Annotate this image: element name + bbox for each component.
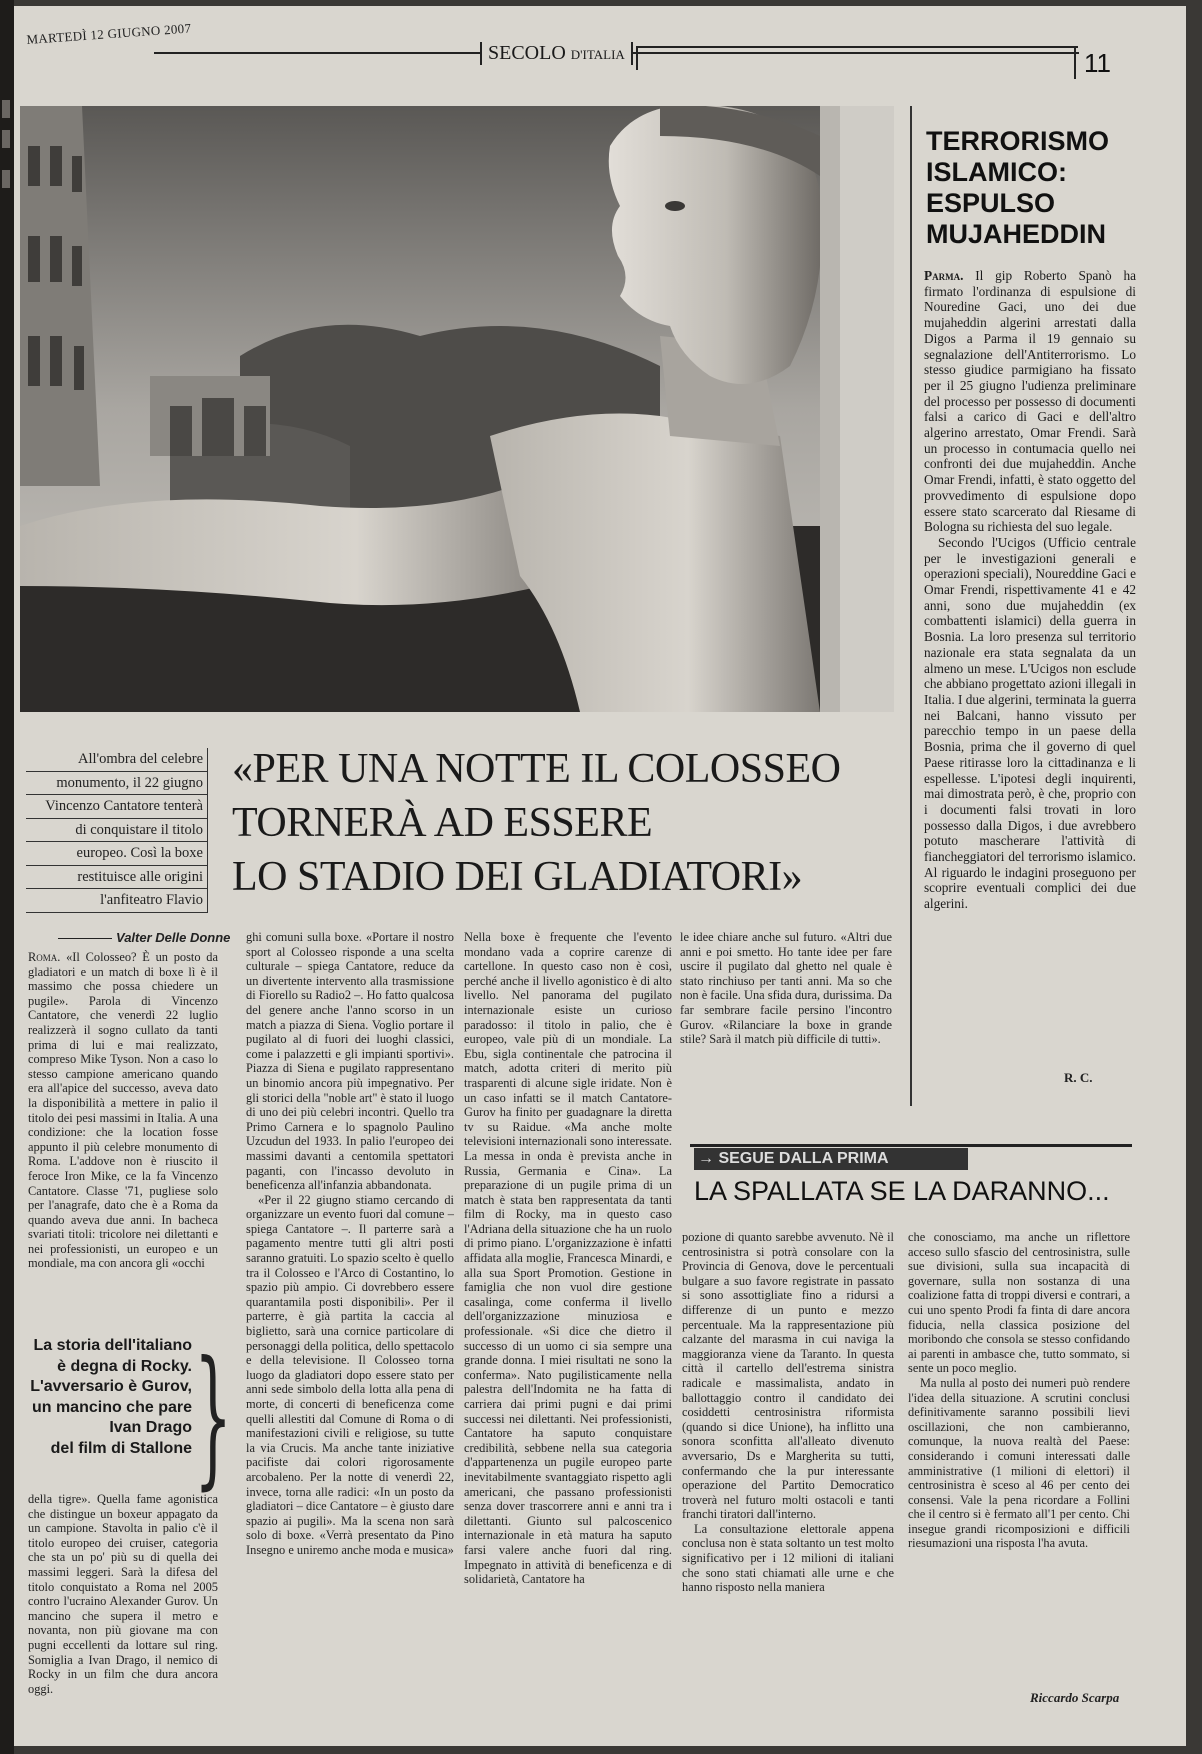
header-frame xyxy=(636,46,1078,70)
kicker xyxy=(26,748,208,913)
segue-column-2 xyxy=(908,1230,1130,1685)
paragraph: ghi comuni sulla boxe. «Portare il nostro sport al Colosseo risponde a una scelta culturale – spiega Cantatore, reduce da un divertente intervento alla trasmissione di Fiorello su Radio2 –. Ho fatto qualcosa del genere anche l'anno scorso in un match a piazza di Siena. Voglio portare il pugilato al di fuori dei luoghi classici, come i palazzetti e gli impianti sportivi». Piazza di Siena e pugilato rappresentano un binomio ancora più impegnativo. Per gli storici della "noble art" è stato il luogo di uno dei più celebri incontri. Quello tra Primo Carnera e lo spagnolo Paulino Uzcudun del 1933. In palio l'europeo dei massimi davanti a centomila spettatori paganti, con l'incasso devoluto in beneficenza all'infanzia abbandonata. xyxy=(246,930,454,1193)
headline-line: ESPULSO xyxy=(926,188,1056,218)
article-column-1 xyxy=(28,950,218,1315)
side-article-signature: R. C. xyxy=(1064,1070,1093,1085)
article-column-1b xyxy=(28,1492,218,1737)
headline-line: «PER UNA NOTTE IL COLOSSEO xyxy=(232,746,841,792)
byline xyxy=(58,930,230,945)
issue-date: MARTEDÌ 12 GIUGNO 2007 xyxy=(26,20,192,47)
paragraph: le idee chiare anche sul futuro. «Altri due anni e poi smetto. Ho tante idee per fare uscire il pugilato dal ghetto nel quale è stato rinchiuso per tanti anni. Ma so che non è facile. Una sfida dura, durissima. Da far sembrare facile persino l'incontro Gurov. «Rilanciare la boxe in grande stile? Sarà il match più difficile di tutti». xyxy=(680,930,892,1047)
spine-mark xyxy=(2,130,10,148)
segue-column-1 xyxy=(682,1230,894,1735)
binding-spine xyxy=(0,0,14,1754)
spine-mark xyxy=(2,100,10,118)
paragraph: «Per il 22 giugno stiamo cercando di organizzare un evento fuori dal comune – spiega Cantatore –. Il parterre sarà a pagamento mentre tutti gli altri posti saranno gratuiti. Lo spazio scelto è quello tra il Colosseo e l'Arco di Costantino, lo spazio più ampio. Ci dovrebbero essere quarantamila posti disponibili». Per il parterre, è già partita la caccia al biglietto, sarà una cornice particolare di personaggi della politica, dello spettacolo e della televisione. Il Colosseo torna luogo da gladiatori dopo essere stato per anni sede simbolo della lotta alla pena di morte, di concerti di beneficenza come quelli allestiti dal Comune di Roma o di manifestazioni civili e religiose, su tutte la via Crucis. Ma anche tante iniziative pacifiste dai colori rigorosamente arcobaleno. Per la notte di venerdì 22, invece, torna alle radici: «In un posto da gladiatori – dice Cantatore – è giusto dare spazio ai pugili». Ma la scena non sarà solo di boxe. «Verrà presentato da Pino Insegno e uniremo anche moda e musica» xyxy=(246,1192,454,1557)
side-article-body xyxy=(924,268,1136,912)
paragraph: Secondo l'Ucigos (Ufficio centrale per le investigazioni generali e operazioni speciali), Noureddine Gaci e Omar Frendi, rispettivamente 41 e 42 anni, sono due mujaheddin (ex combattenti islamici) della guerra in Bosnia. La loro presenza sul territorio nazionale era stata segnalata da un almeno un mese. L'Ucigos non esclude che abbiano progettato azioni illegali in Italia. I due algerini, terminata la guerra nei Balcani, hanno vissuto per parecchio tempo in un paese della Bosnia, prima che il governo di quel Paese ritirasse loro la cittadinanza e li espellesse. L'ipotesi degli inquirenti, mai dimostrata però, è che, proprio con i documenti falsi trovati in loro possesso dalla Digos, i due avrebbero potuto mascherare l'attività di fiancheggiatori del terrorismo islamico. Al riguardo le indagini proseguono per scoprire eventuali complici dei due algerini. xyxy=(924,534,1136,912)
masthead-name: SECOLO xyxy=(488,42,566,64)
side-article-headline xyxy=(926,126,1126,250)
article-column-2 xyxy=(246,930,454,1735)
article-column-3 xyxy=(464,930,672,1735)
pull-quote-line: è degna di Rocky. xyxy=(57,1357,192,1375)
paragraph: La consultazione elettorale appena conclusa non è stata soltanto un test molto significativo per i 12 milioni di italiani che sono stati chiamati alle urne e che hanno risposto nella maniera xyxy=(682,1521,894,1595)
kicker-line: All'ombra del celebre xyxy=(26,748,208,772)
segue-signature: Riccardo Scarpa xyxy=(1030,1690,1120,1705)
article-column-4 xyxy=(680,930,892,1090)
segue-label: → SEGUE DALLA PRIMA xyxy=(694,1148,968,1170)
paragraph: Il gip Roberto Spanò ha firmato l'ordinanza di espulsione di Nouredine Gaci, uno dei due mujaheddin algerini arrestati dalla Digos a Parma il 19 gennaio su segnalazione dell'Antiterrorismo. Lo stesso giudice parmigiano ha fissato per il 25 giugno l'udienza preliminare del processo per possesso di documenti falsi a carico di Gaci e dell'altro algerino arrestato, Omar Frendi. Sarà un processo in contumacia quello nei confronti dei due mujaheddin. Anche Omar Frendi, infatti, è stato oggetto del provvedimento di espulsione dopo essere stato scarcerato dal Riesame di Bologna su richiesta del suo legale. xyxy=(924,268,1136,535)
masthead xyxy=(480,42,633,65)
dateline: Roma. xyxy=(28,950,61,964)
side-column-rule xyxy=(910,106,912,1106)
pull-quote-line: del film di Stallone xyxy=(50,1439,192,1457)
segue-rule xyxy=(690,1144,1132,1147)
paragraph: Nella boxe è frequente che l'evento mondano vada a coprire carenze di cartellone. In questo caso non è così, perché anche il livello agonistico è di alto livello. Nel panorama del pugilato internazionale esiste un curioso paradosso: il titolo in palio, che è europeo, vale più di un mondiale. La Ebu, sigla continentale che patrocina il match, adotta criteri di merito più trasparenti di alcune sigle iridate. Non è un caso infatti se il match Cantatore-Gurov ha finito per guadagnare la diretta tv su Raidue. «Ma anche molte televisioni internazionali sono interessate. La messa in onda è prevista anche in Russia, Germania e Cina». La preparazione di un pugile prima di un match è stata ben rappresentata da tanti film di Rocky, ma in questo caso l'Adriana della situazione che ha un ruolo di primo piano. L'organizzazione è infatti affidata alla moglie, Francesca Minardi, e alla sua Sport Promotion. Gestione in famiglia che non vuol dire gestione casalinga, come conferma il livello dell'organizzazione minuziosa e professionale. «Si dice che dietro il successo di un uomo ci sia sempre una grande donna. I miei risultati ne sono la conferma». Nato pugilisticamente nella palestra dell'Indomita ne ha fatta di carriera dai primi pugni e dai primi successi nei dilettanti. Nei professionisti, Cantatore ha saputo conquistare credibilità, sebbene nella sua categoria d'appartenenza un pugile europeo parte inevitabilmente svantaggiato rispetto agli americani, che passano professionisti senza dover trascorrere anni e anni tra i dilettanti. Giunto sul palcoscenico internazionale in età matura ha saputo farsi valere anche fuori dal ring. Impegnato in attività di beneficenza e di solidarietà, Cantatore ha xyxy=(464,930,672,1587)
author-name: Valter Delle Donne xyxy=(116,930,231,945)
headline-line: MUJAHEDDIN xyxy=(926,219,1107,249)
paragraph: «Il Colosseo? È un posto da gladiatori e un match di boxe lì è il massimo che possa chiedere un pugile». Parola di Vincenzo Cantatore, che venerdì 22 luglio realizzerà il sogno cullato da tanti prima di lui e mai realizzato, compreso Mike Tyson. Non a caso lo stesso campione americano quando era all'apice del successo, aveva dato la disponibilità a mettere in palio il titolo dei pesi massimi in Italia. A una condizione: che la location fosse appunto il più celebre monumento di Roma. L'addove non è riuscito il feroce Iron Mike, ce la fa Vincenzo Cantatore. Classe '71, pugliese solo per l'anagrafe, dato che è a Roma da quando aveva due anni. In bacheca svariati titoli: tricolore nei dilettanti e nei professionisti, un europeo e un mondiale, ma con ancora gli «occhi xyxy=(28,950,218,1271)
headline-line: LO STADIO DEI GLADIATORI» xyxy=(232,854,803,900)
kicker-line: l'anfiteatro Flavio xyxy=(26,889,208,913)
kicker-line: Vincenzo Cantatore tenterà xyxy=(26,795,208,819)
dateline: Parma. xyxy=(924,268,964,283)
pull-quote-line: L'avversario è Gurov, xyxy=(30,1378,192,1395)
main-headline xyxy=(232,742,892,904)
headline-line: TERRORISMO xyxy=(926,126,1110,156)
paragraph: della tigre». Quella fame agonistica che distingue un boxeur appagato da un campione. Stavolta in palio c'è il titolo europeo dei cruiser, categoria che sta un po' più su di quella dei massimi leggeri. Sarà la difesa del titolo conquistato a Roma nel 2005 contro l'ucraino Alexander Gurov. Un mancino che supera il metro e novanta, non più giovane ma con pugni eccellenti da lottare sul ring. Somiglia a Ivan Drago, il nemico di Rocky in un film che dura ancora oggi. xyxy=(28,1492,218,1696)
newspaper-page xyxy=(14,6,1186,1746)
headline-line: ISLAMICO: xyxy=(926,157,1067,187)
photo-illustration xyxy=(20,106,894,712)
boxer-colosseum-photo xyxy=(20,106,894,712)
paragraph: che conosciamo, ma anche un riflettore acceso sullo sfascio del centrosinistra, sulle sue divisioni, sulla sua incapacità di governare, sulla non sostanza di una coalizione fatta di troppi diversi e contrari, a cui uno spento Prodi fa finta di dare ancora fiducia, nella classica posizione del moribondo che consola se stesso confidando ai parenti in ambasce che, tutto sommato, si sente un poco meglio. xyxy=(908,1230,1130,1376)
pull-quote-line: un mancino che pare xyxy=(31,1398,192,1416)
kicker-line: restituisce alle origini xyxy=(26,866,208,890)
masthead-suffix: D'ITALIA xyxy=(570,47,625,62)
kicker-line: monumento, il 22 giugno xyxy=(26,772,208,796)
page-number: 11 xyxy=(1074,48,1111,79)
pull-quote-line: La storia dell'italiano xyxy=(33,1337,192,1354)
paragraph: Ma nulla al posto dei numeri può rendere l'idea della situazione. A scrutini conclusi definitivamente saranno possibili lievi oscillazioni, che non cambieranno, comunque, la nuova realtà del Paese: considerando i comuni interessati dalle amministrative (1 milioni di elettori) il centrosinistra è sceso al 46 per cento dei consensi. Vale la pena ricordare a Follini che il centro si è fermato all'1 per cento. Chi insegue grandi ricomposizioni e difficili riesumazioni una risposta l'ha avuta. xyxy=(908,1375,1130,1551)
spine-mark xyxy=(2,170,10,188)
kicker-line: di conquistare il titolo xyxy=(26,819,208,843)
kicker-line: europeo. Così la boxe xyxy=(26,842,208,866)
paragraph: pozione di quanto sarebbe avvenuto. Nè il centrosinistra si potrà consolare con la Provincia di Genova, dove le percentuali bulgare a suo favore registrate in passato si sono assottigliate fino a ridursi a differenze di un punto e mezzo percentuale. Ma la rappresentazione più calzante del marasma in cui naviga la maggioranza viene da Taranto. In questa città il cartello dell'estrema sinistra radicale e massimalista, andato in ballottaggio contro il candidato dei cosiddetti centrosinistra riformista (quando si dice Unione), ha inflitto una sonora sconfitta all'alleato divenuto avversario, Ds e Margherita su tutti, confermando che la pur interessante operazione del Partito Democratico troverà nel futuro molti ostacoli e tanti franchi tiratori dall'interno. xyxy=(682,1230,894,1522)
headline-line: TORNERÀ AD ESSERE xyxy=(232,800,653,846)
brace-ornament: } xyxy=(194,1330,233,1504)
segue-headline: LA SPALLATA SE LA DARANNO... xyxy=(694,1176,1110,1206)
pull-quote xyxy=(30,1336,192,1459)
pull-quote-line: Ivan Drago xyxy=(109,1419,192,1436)
